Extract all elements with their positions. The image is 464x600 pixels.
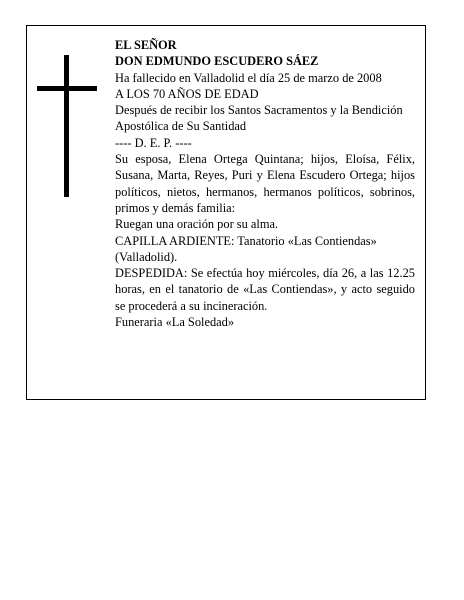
- prayer-line: Ruegan una oración por su alma.: [115, 217, 279, 232]
- family-paragraph: Su esposa, Elena Ortega Quintana; hijos, Eloísa, Félix, Susana, Marta, Reyes, Puri y Elena Escudero Ortega; hijos políticos, nietos, hermanos, hermanos políticos, sobrinos, primos y demás familia:: [115, 152, 415, 215]
- title-line-1: EL SEÑOR: [115, 38, 177, 52]
- deceased-name: DON EDMUNDO ESCUDERO SÁEZ: [115, 54, 319, 69]
- obituary-text: [115, 37, 415, 330]
- funeral-home-line: Funeraria «La Soledad»: [115, 315, 235, 330]
- cross-icon: [37, 55, 97, 197]
- sacraments-paragraph: Después de recibir los Santos Sacramentos y la Bendición Apostólica de Su Santidad: [115, 103, 403, 134]
- age-line: A LOS 70 AÑOS DE EDAD: [115, 86, 259, 101]
- cross-vertical-bar: [64, 55, 69, 197]
- farewell-paragraph: DESPEDIDA: Se efectúa hoy miércoles, día 26, a las 12.25 horas, en el tanatorio de «Las Contiendas», y acto seguido se procederá a su incineración.: [115, 266, 415, 313]
- rip-line: ---- D. E. P. ----: [115, 135, 192, 150]
- chapel-paragraph: CAPILLA ARDIENTE: Tanatorio «Las Contiendas» (Valladolid).: [115, 233, 377, 264]
- death-line: Ha fallecido en Valladolid el día 25 de marzo de 2008: [115, 70, 382, 85]
- cross-horizontal-bar: [37, 86, 97, 91]
